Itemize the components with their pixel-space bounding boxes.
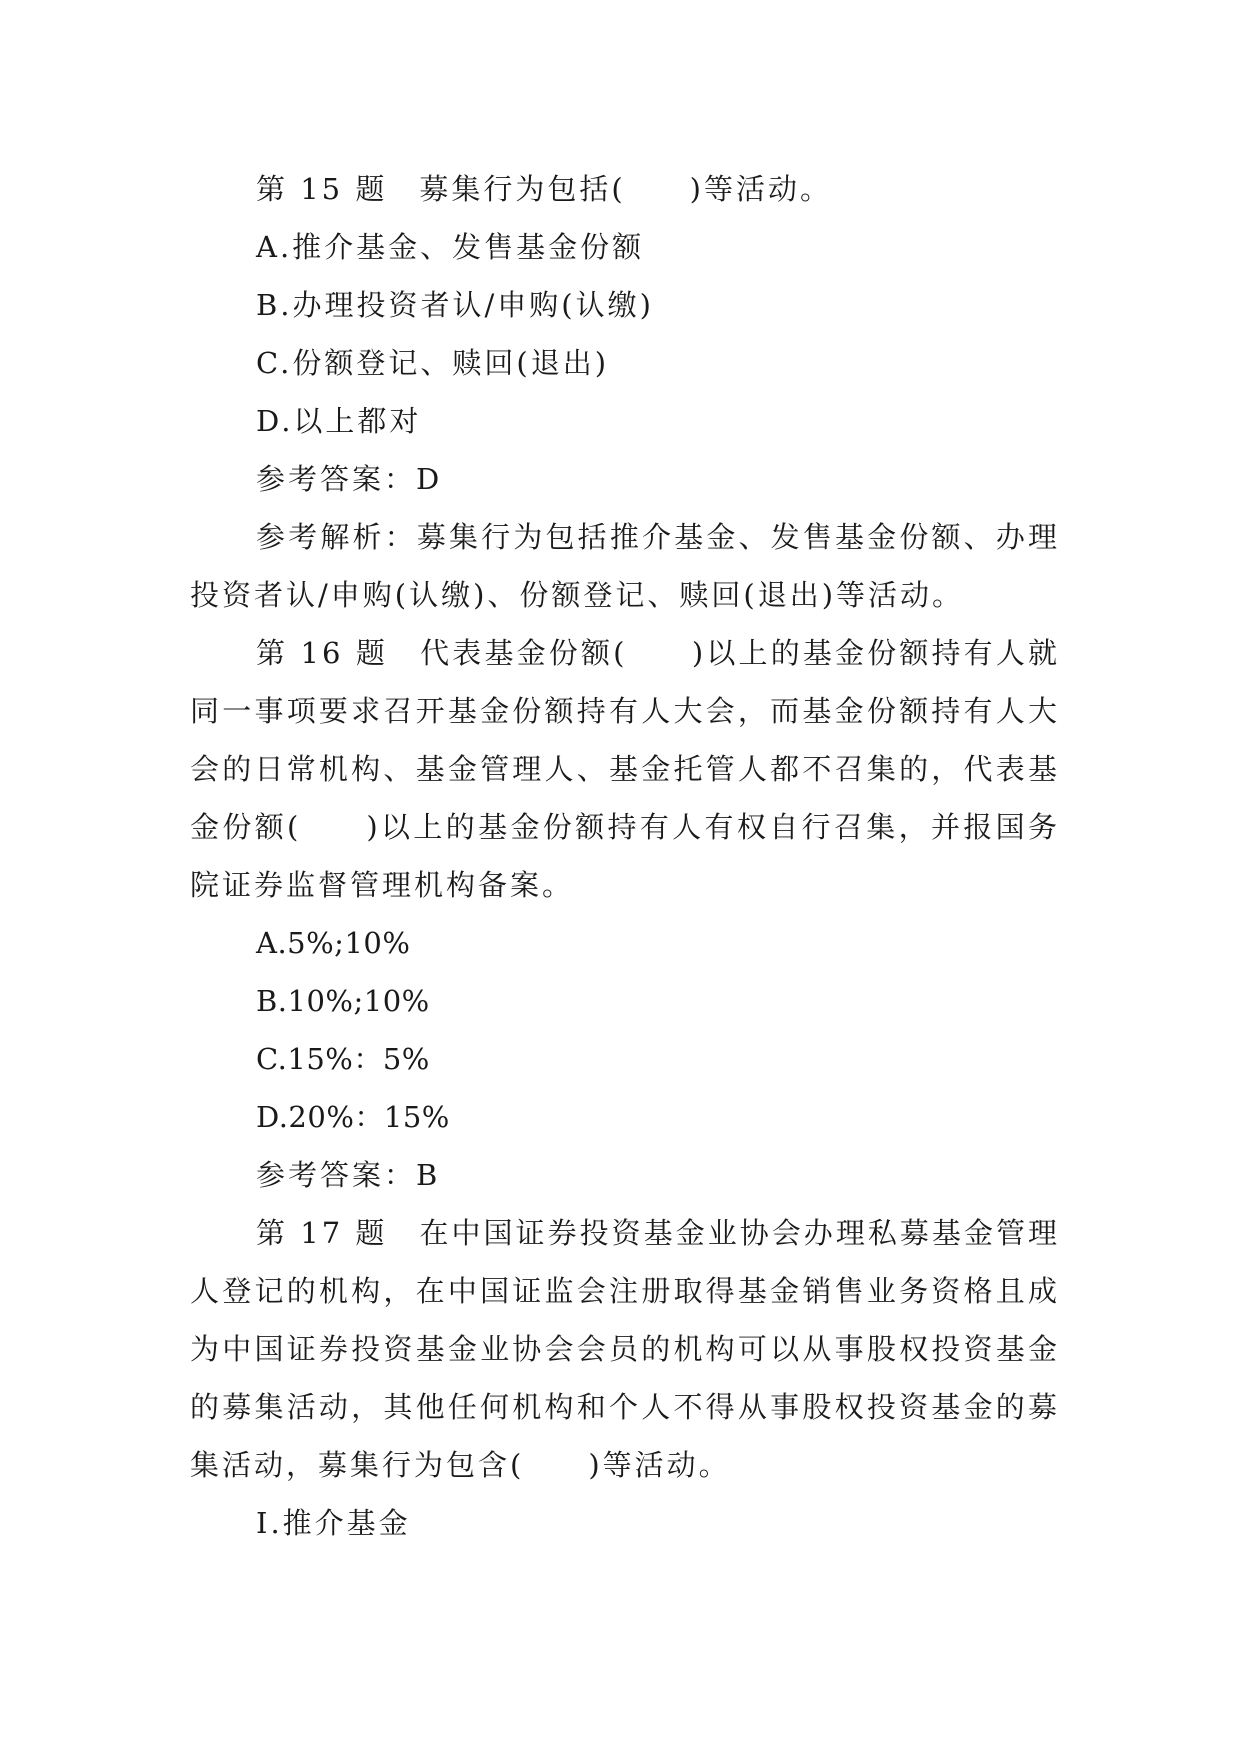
q17-item-1: Ⅰ.推介基金 xyxy=(256,1506,411,1540)
q16-option-b: B.10%;10% xyxy=(256,984,430,1018)
q15-option-b: B.办理投资者认/申购(认缴) xyxy=(256,288,654,322)
q16-answer: 参考答案：B xyxy=(256,1158,441,1192)
q16-option-d: D.20%：15% xyxy=(256,1100,450,1134)
q16-option-c: C.15%：5% xyxy=(256,1042,430,1076)
question-16: 第 16 题 代表基金份额( )以上的基金份额持有人就同一事项要求召开基金份额持有人大会，而基金份额持有人大会的日常机构、基金管理人、基金托管人都不召集的，代表基金份额( )以上的基金份额持有人有权自行召集，并报国务院证券监督管理机构备案。 xyxy=(190,636,1060,902)
q15-option-c: C.份额登记、赎回(退出) xyxy=(256,346,610,380)
q15-option-d: D.以上都对 xyxy=(256,404,422,438)
question-15: 第 15 题 募集行为包括( )等活动。 xyxy=(256,172,832,206)
document-body xyxy=(190,160,1060,1552)
q15-option-a: A.推介基金、发售基金份额 xyxy=(256,230,645,264)
q16-option-a: A.5%;10% xyxy=(256,926,411,960)
question-17: 第 17 题 在中国证券投资基金业协会办理私募基金管理人登记的机构，在中国证监会注册取得基金销售业务资格且成为中国证券投资基金业协会会员的机构可以从事股权投资基金的募集活动，其他任何机构和个人不得从事股权投资基金的募集活动，募集行为包含( )等活动。 xyxy=(190,1216,1060,1482)
q15-answer: 参考答案：D xyxy=(256,462,443,496)
q15-analysis: 参考解析：募集行为包括推介基金、发售基金份额、办理投资者认/申购(认缴)、份额登记、赎回(退出)等活动。 xyxy=(190,520,1060,612)
